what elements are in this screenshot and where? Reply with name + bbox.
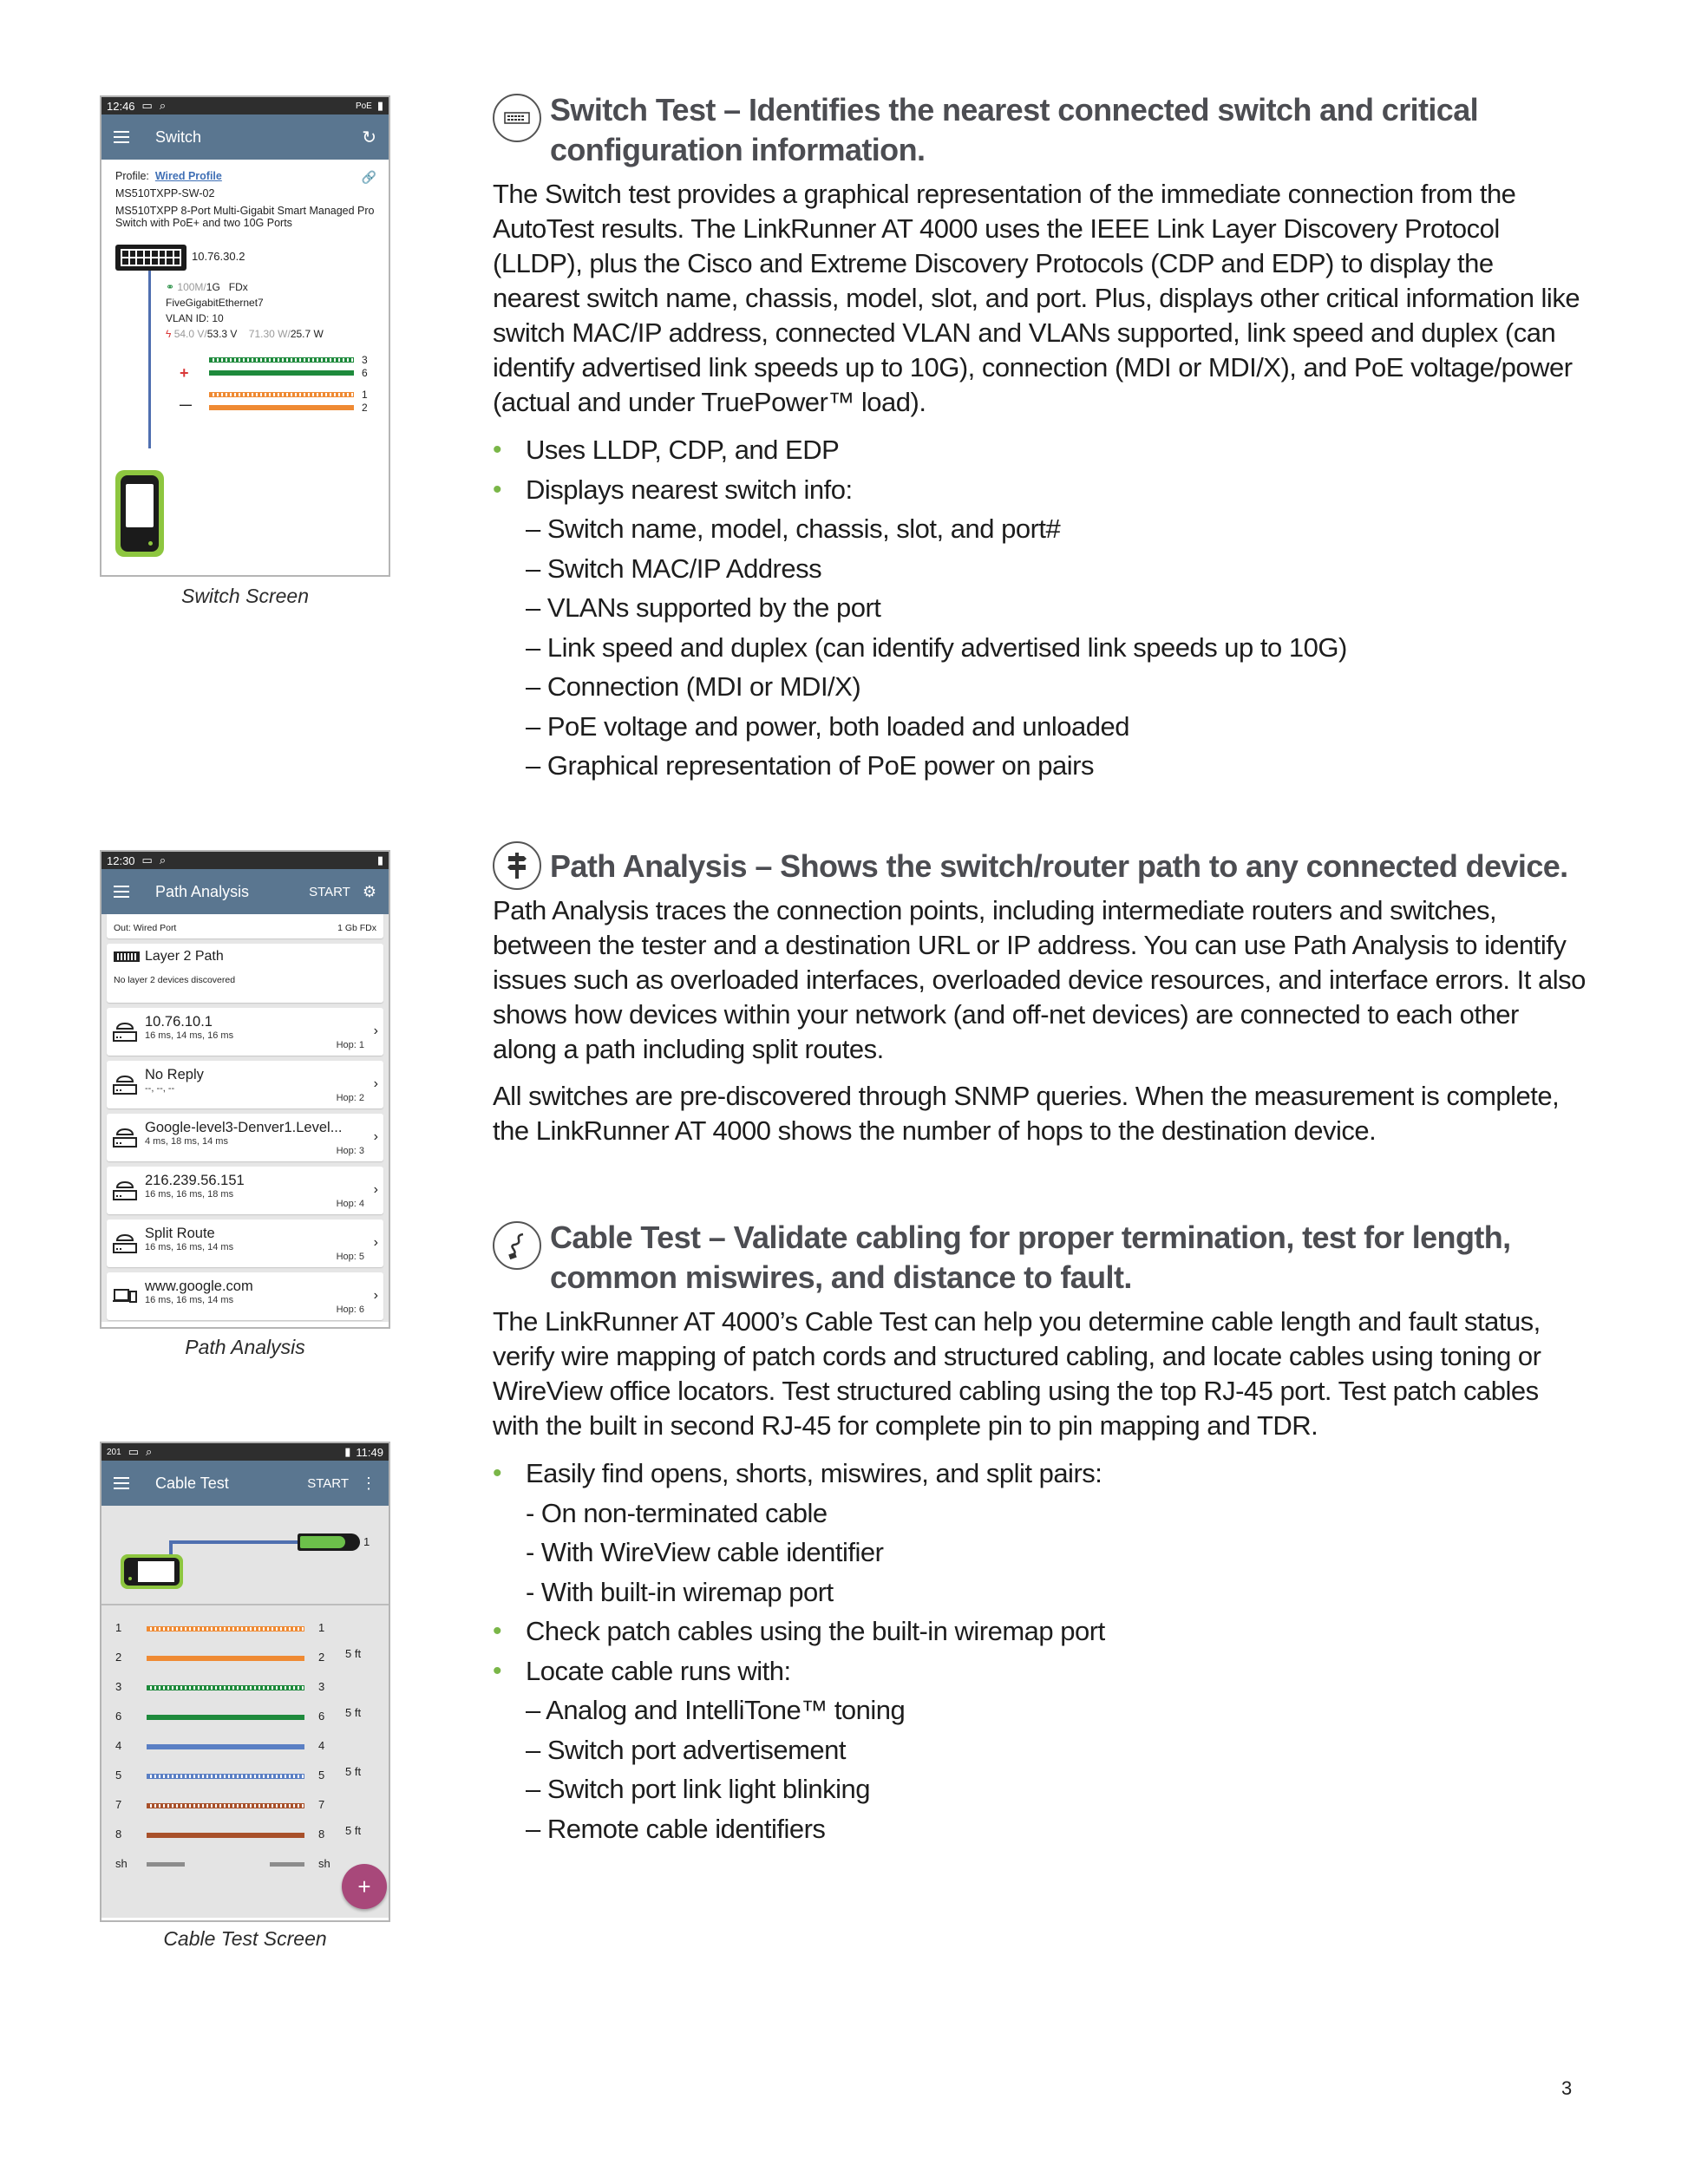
cable-test-caption: Cable Test Screen (163, 1927, 327, 1950)
app-bar (101, 1461, 389, 1506)
refresh-icon[interactable]: ↻ (362, 128, 376, 147)
hop-name: 10.76.10.1 (145, 1014, 213, 1030)
app-bar (101, 114, 389, 160)
pin-label: 2 (115, 1651, 122, 1664)
hop-times: 16 ms, 14 ms, 16 ms (145, 1030, 234, 1041)
bullet-item: • Uses LLDP, CDP, and EDP (493, 430, 1586, 470)
wire-line (147, 1656, 304, 1661)
wire-line (147, 1833, 304, 1838)
wire-line (147, 1685, 304, 1690)
wiremap (101, 1605, 389, 1918)
bullet-item: • Check patch cables using the built-in wiremap port (493, 1612, 1586, 1651)
hop-number: Hop: 1 (336, 1040, 364, 1050)
status-bar (101, 1443, 389, 1461)
hop-card[interactable] (107, 1061, 383, 1108)
pair-length: 5 ft (345, 1647, 362, 1660)
hop-card[interactable] (107, 1008, 383, 1056)
section-paragraph: All switches are pre-discovered through SNMP queries. When the measurement is complete, the LinkRunner AT 4000 shows the number of hops to the destination device. (493, 1081, 1560, 1146)
pin-label: 5 (318, 1769, 325, 1782)
switch-port-info: ⚭ 100M/1G FDx FiveGigabitEthernet7 VLAN ID: 10 ϟ 54.0 V/53.3 V 71.30 W/25.7 W (166, 281, 324, 340)
app-title: Switch (155, 128, 202, 146)
linkrunner-device-icon (115, 470, 164, 557)
hop-number: Hop: 4 (336, 1199, 364, 1209)
sub-item: – Connection (MDI or MDI/X) (526, 671, 861, 702)
sub-item: – Switch port link light blinking (526, 1774, 871, 1804)
menu-icon[interactable] (114, 1477, 129, 1489)
monitor-icon: ▭ (128, 1445, 139, 1458)
switch-test-section (493, 90, 1586, 786)
pin-label: sh (318, 1857, 330, 1870)
pin-label: 6 (318, 1710, 325, 1723)
status-time: 12:46 (107, 99, 135, 113)
start-button[interactable]: START (307, 1475, 349, 1491)
signpost-icon (493, 841, 541, 890)
linkrunner-device-icon (121, 1554, 183, 1589)
wire-line (147, 1774, 304, 1779)
start-button[interactable]: START (309, 884, 350, 899)
status-time: 12:30 (107, 853, 135, 867)
chevron-right-icon: › (373, 1023, 378, 1038)
status-bar (101, 97, 389, 114)
chevron-right-icon: › (373, 1235, 378, 1250)
profile-link[interactable]: Wired Profile (154, 170, 222, 182)
remote-id: 1 (363, 1535, 370, 1548)
pair-line (209, 405, 354, 410)
sub-item: – PoE voltage and power, both loaded and unloaded (526, 710, 1129, 742)
menu-icon[interactable] (114, 886, 129, 898)
monitor-icon: ▭ (141, 853, 153, 866)
bullet-item: • Locate cable runs with: (493, 1651, 1586, 1691)
path-list (101, 914, 389, 1322)
pin-label: 8 (318, 1828, 325, 1841)
pair-length: 5 ft (345, 1706, 362, 1719)
menu-icon[interactable] (114, 131, 129, 143)
switch-screen-image (100, 95, 390, 577)
path-analysis-caption: Path Analysis (185, 1336, 305, 1358)
sub-item: - With WireView cable identifier (526, 1537, 884, 1567)
hop-card[interactable] (107, 1220, 383, 1267)
pin-label: 3 (318, 1680, 325, 1693)
battery-icon: ▮ (344, 1445, 351, 1458)
more-vert-icon[interactable]: ⋮ (361, 1474, 376, 1492)
hop-number: Hop: 3 (336, 1146, 364, 1156)
interface-card[interactable]: Out: Wired Port 1 Gb FDx (107, 914, 383, 938)
path-analysis-section (493, 847, 1586, 1148)
pin-label: 5 (115, 1769, 122, 1782)
pin-label: 4 (318, 1739, 325, 1752)
search-icon: ⌕ (159, 99, 167, 112)
remote-identifier-icon (298, 1533, 360, 1551)
vlan-id: VLAN ID: 10 (166, 312, 224, 324)
feature-list (493, 1454, 1586, 1848)
link-speed-icon: ⚭ (166, 281, 175, 293)
hop-times: 16 ms, 16 ms, 14 ms (145, 1295, 234, 1305)
poe-indicator: PoE (355, 101, 372, 111)
pin-label: 3 (115, 1680, 122, 1693)
pin-label: 7 (115, 1798, 122, 1811)
sub-item: – VLANs supported by the port (526, 592, 881, 623)
poe-bolt-icon: ϟ (166, 328, 172, 340)
shield-line (270, 1862, 304, 1867)
path-analysis-screen-image (100, 850, 390, 1329)
switch-screen-caption: Switch Screen (180, 585, 309, 607)
shield-line (147, 1862, 185, 1867)
hop-name: 216.239.56.151 (145, 1173, 245, 1188)
hop-number: Hop: 5 (336, 1252, 364, 1262)
wire-line (147, 1803, 304, 1808)
plus-sign: + (180, 364, 189, 382)
chevron-right-icon: › (373, 1288, 378, 1303)
hop-card[interactable] (107, 1114, 383, 1161)
battery-icon: ▮ (376, 99, 383, 112)
app-bar (101, 869, 389, 914)
gear-icon[interactable]: ⚙ (362, 882, 376, 900)
hop-name: Split Route (145, 1226, 215, 1241)
wire-line (147, 1744, 304, 1749)
sub-item: – Link speed and duplex (can identify advertised link speeds up to 10G) (526, 631, 1347, 663)
chevron-right-icon: › (373, 1076, 378, 1091)
pin-label: 6 (115, 1710, 122, 1723)
cable-icon (493, 1221, 541, 1270)
hop-times: --, --, -- (145, 1083, 175, 1094)
profile-label: Profile: (115, 170, 149, 182)
pair-length: 5 ft (345, 1824, 362, 1837)
app-title: Path Analysis (155, 882, 250, 900)
wire-line (147, 1626, 304, 1631)
add-button[interactable]: + (342, 1864, 387, 1909)
pin-label: 7 (318, 1798, 325, 1811)
hop-number: Hop: 2 (336, 1093, 364, 1103)
sub-item: - On non-terminated cable (526, 1497, 828, 1528)
pair-line (209, 392, 354, 397)
cable-test-section (493, 1218, 1586, 1848)
sub-item: – Switch MAC/IP Address (526, 553, 822, 584)
section-paragraph: The Switch test provides a graphical representation of the immediate connection from the AutoTest results. The LinkRunner AT 4000 uses the IEEE Link Layer Discovery Protocol (LLDP), plus the Cisco and Extreme Discovery Protocols (CDP and EDP) to display the nearest switch name, chassis, model, slot, and port. Plus, displays other critical information like switch MAC/IP address, connected VLAN and VLANs supported, link speed and duplex (can identify advertised link speeds up to 10G), connection (MDI or MDI/X), and PoE voltage/power (actual and under TruePower™ load). (493, 179, 1580, 417)
cable-test-screen-image (100, 1442, 390, 1922)
section-heading: Cable Test – Validate cabling for proper termination, test for length, common miswires, and distance to fault. (550, 1220, 1511, 1295)
feature-list (493, 430, 1586, 786)
switch-icon (115, 245, 186, 271)
sub-item: – Switch port advertisement (526, 1734, 847, 1765)
switch-description: MS510TXPP 8-Port Multi-Gigabit Smart Managed Pro Switch with PoE+ and two 10G Ports (115, 205, 375, 229)
hop-times: 4 ms, 18 ms, 14 ms (145, 1136, 228, 1147)
hop-number: Hop: 6 (336, 1305, 364, 1315)
ethernet-icon: 201 (107, 1447, 121, 1457)
wire-line (147, 1715, 304, 1720)
pin-label: 1 (115, 1621, 122, 1634)
pin-label: 2 (318, 1651, 325, 1664)
bullet-item: • Easily find opens, shorts, miswires, and split pairs: (493, 1454, 1586, 1494)
switch-icon (114, 951, 140, 962)
search-icon: ⌕ (159, 853, 167, 866)
link-icon[interactable]: 🔗 (361, 170, 376, 184)
hop-name: Google-level3-Denver1.Level... (145, 1120, 343, 1135)
hop-card[interactable] (107, 1272, 383, 1320)
monitor-icon: ▭ (141, 99, 153, 112)
switch-details: Profile: Wired Profile 🔗 MS510TXPP-SW-02 MS510TXPP 8-Port Multi-Gigabit Smart Managed Pro Switch with PoE+ and two 10G Ports 10.76.30.2 ⚭ 100M/1G FDx FiveGigabitEthernet7 VLAN ID: 10 ϟ 54.0 V/53.3 V 71.30 W/25.7 W + 3 6 — 1 2 (101, 160, 389, 567)
pin-label: sh (115, 1857, 128, 1870)
status-bar (101, 852, 389, 869)
pair-line (209, 357, 354, 363)
sub-item: – Switch name, model, chassis, slot, and port# (526, 513, 1061, 544)
connection-line (148, 271, 151, 448)
pair-line (209, 370, 354, 376)
layer2-path-card[interactable]: Layer 2 Path No layer 2 devices discovered (107, 944, 383, 1003)
pin-label: 1 (318, 1621, 325, 1634)
bullet-item: • Displays nearest switch info: (493, 470, 1586, 510)
pin-label: 4 (115, 1739, 122, 1752)
section-paragraph: Path Analysis traces the connection points, including intermediate routers and switches, between the tester and a destination URL or IP address. You can use Path Analysis to identify issues such as overloaded interfaces, overloaded device resources, and interface errors. It also shows how devices within your network (and off-net devices) are connected to each other along a path including split routes. (493, 895, 1586, 1064)
switch-icon (493, 94, 541, 142)
hop-name: www.google.com (145, 1278, 253, 1294)
section-heading: Path Analysis – Shows the switch/router path to any connected device. (550, 848, 1568, 884)
port-name: FiveGigabitEthernet7 (166, 297, 264, 309)
switch-name: MS510TXPP-SW-02 (115, 187, 215, 199)
battery-icon: ▮ (376, 853, 383, 866)
section-paragraph: The LinkRunner AT 4000’s Cable Test can help you determine cable length and fault status, verify wire mapping of patch cords and structured cabling, and locate cables using toning or WireView office locators. Test structured cabling using the top RJ-45 port. Test patch cables with the built in second RJ-45 for complete pin to pin mapping and TDR. (493, 1306, 1541, 1441)
sub-item: – Graphical representation of PoE power on pairs (526, 750, 1094, 781)
hop-times: 16 ms, 16 ms, 14 ms (145, 1242, 234, 1252)
section-heading: Switch Test – Identifies the nearest connected switch and critical configuration information. (550, 92, 1479, 167)
chevron-right-icon: › (373, 1129, 378, 1144)
chevron-right-icon: › (373, 1182, 378, 1197)
pin-label: 8 (115, 1828, 122, 1841)
pair-length: 5 ft (345, 1765, 362, 1778)
sub-item: – Analog and IntelliTone™ toning (526, 1695, 906, 1725)
page-number: 3 (1561, 2077, 1573, 2099)
sub-item: - With built-in wiremap port (526, 1576, 834, 1607)
minus-sign: — (180, 397, 192, 411)
cable-diagram (101, 1506, 389, 1605)
cable-line (169, 1540, 299, 1544)
hop-card[interactable] (107, 1167, 383, 1214)
hop-times: 16 ms, 16 ms, 18 ms (145, 1189, 234, 1200)
switch-ip: 10.76.30.2 (192, 250, 245, 263)
status-time: 11:49 (356, 1445, 383, 1459)
sub-item: – Remote cable identifiers (526, 1813, 826, 1844)
search-icon: ⌕ (145, 1445, 153, 1458)
hop-name: No Reply (145, 1067, 204, 1082)
app-title: Cable Test (155, 1474, 229, 1492)
